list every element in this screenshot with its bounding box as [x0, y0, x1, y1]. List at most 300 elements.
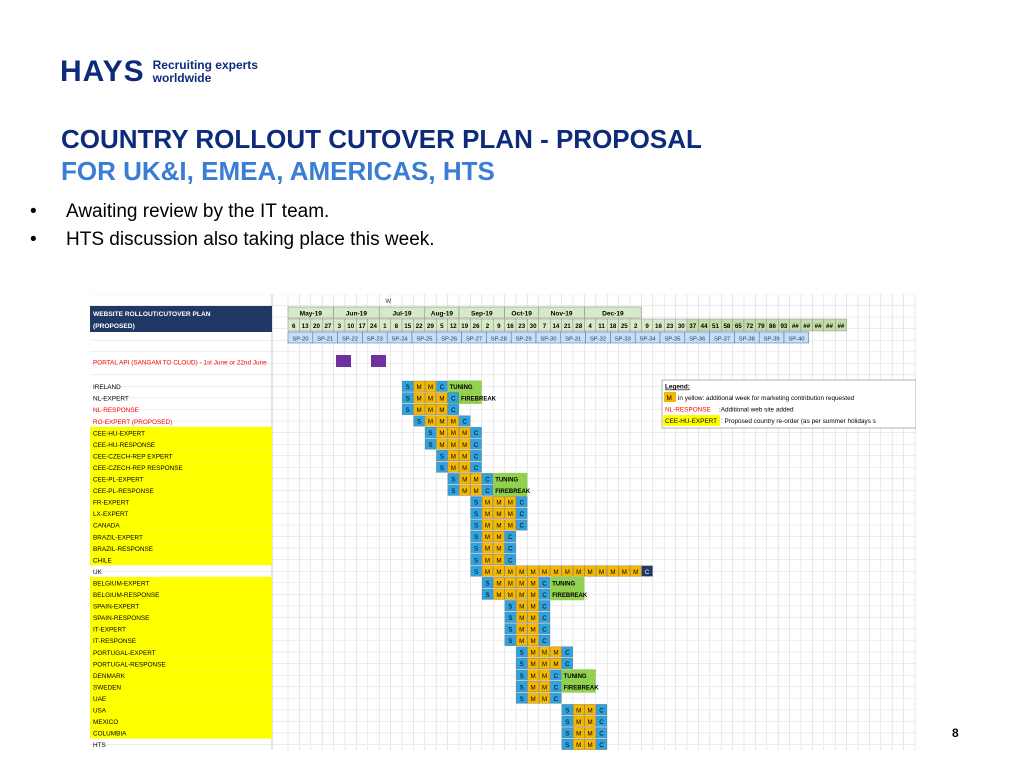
hays-logo — [60, 57, 258, 87]
plan-cell-label: M — [530, 626, 536, 634]
row-label-highlight — [90, 692, 272, 704]
plan-cell-label: M — [587, 742, 593, 750]
plan-cell-label: M — [450, 430, 456, 438]
plan-cell-label: C — [473, 464, 479, 472]
day-label: 18 — [609, 323, 617, 330]
plan-cell-label: C — [565, 649, 570, 657]
bullet-item — [30, 198, 435, 226]
logo-tagline — [153, 59, 258, 85]
sprint-label: SP-38 — [738, 336, 755, 343]
day-label: 93 — [780, 323, 788, 330]
day-label: 15 — [404, 323, 412, 330]
plan-cell-label: C — [508, 545, 513, 553]
plan-cell-label: S — [508, 626, 513, 634]
plan-cell-label: M — [462, 464, 468, 472]
plan-cell-label: S — [439, 464, 444, 472]
day-label: ## — [837, 323, 845, 330]
plan-cell-label: C — [599, 707, 604, 715]
plan-cell-label: M — [484, 511, 491, 519]
day-label: 23 — [666, 323, 674, 330]
plan-cell-label: S — [485, 580, 490, 588]
plan-cell-label: C — [542, 638, 547, 646]
plan-cell-label: S — [405, 384, 410, 391]
sprint-label: SP-33 — [614, 336, 631, 343]
rollout-plan-spreadsheet — [90, 294, 916, 750]
plan-cell-label: M — [587, 568, 593, 576]
sprint-label: SP-31 — [565, 336, 582, 343]
plan-cell-label: M — [541, 661, 548, 669]
row-label: CHILE — [93, 557, 112, 565]
plan-cell-label: M — [427, 395, 434, 403]
row-note: FIREBREAK — [552, 592, 588, 599]
plan-cell-label: M — [519, 580, 525, 588]
plan-cell-label: M — [530, 591, 536, 599]
day-label: 12 — [449, 323, 457, 330]
plan-cell-label: M — [439, 418, 445, 426]
sprint-label: SP-25 — [416, 336, 433, 343]
row-label: BELGIUM-RESPONSE — [93, 592, 160, 599]
row-note: FIREBREAK — [461, 396, 497, 403]
day-label: 2 — [485, 323, 490, 330]
row-label: COLUMBIA — [93, 730, 127, 738]
day-label: 65 — [734, 323, 742, 330]
row-label: PORTUGAL-RESPONSE — [93, 661, 166, 669]
plan-cell-label: M — [496, 545, 502, 553]
plan-cell-label: S — [508, 615, 513, 622]
legend-cee-text: : Proposed country re-order (as per summer holidays s — [721, 418, 876, 425]
plan-cell-label: M — [553, 568, 559, 576]
plan-cell-label: S — [474, 511, 479, 519]
plan-cell-label: M — [439, 430, 445, 438]
row-label: HTS — [93, 742, 106, 750]
day-label: 51 — [712, 323, 719, 330]
plan-cell-label: M — [416, 384, 422, 391]
plan-cell-label: C — [519, 499, 524, 507]
plan-cell-label: M — [416, 407, 422, 415]
day-label: 21 — [563, 323, 571, 330]
day-label: 79 — [757, 323, 765, 330]
plan-cell-label: C — [599, 730, 604, 738]
day-label: 9 — [497, 323, 501, 330]
plan-cell-label: C — [542, 615, 547, 622]
plan-cell-label: M — [496, 511, 502, 519]
plan-cell-label: M — [439, 407, 445, 415]
plan-cell-label: M — [427, 407, 434, 415]
legend-nl-text: :Additional web site added — [719, 406, 794, 414]
row-label: NL-EXPERT — [93, 395, 129, 403]
day-label: ## — [791, 323, 799, 330]
day-label: 11 — [598, 323, 605, 330]
row-label: BRAZIL-EXPERT — [93, 534, 143, 542]
day-label: 58 — [723, 323, 731, 330]
plan-cell-label: S — [474, 499, 479, 507]
day-label: 22 — [415, 323, 423, 330]
plan-cell-label: S — [519, 661, 524, 669]
day-label: 28 — [575, 323, 583, 330]
plan-cell-label: M — [484, 522, 491, 530]
bullet-text: HTS discussion also taking place this week. — [66, 229, 435, 250]
row-note: TUNING — [563, 673, 587, 680]
row-label-highlight — [90, 704, 272, 716]
plan-cell-label: M — [484, 534, 491, 542]
portal-api-note: PORTAL API (SANGAM TO CLOUD) - 1st June or 22nd June — [93, 359, 267, 367]
plan-cell-label: M — [462, 430, 468, 438]
plan-cell-label: M — [439, 441, 445, 449]
plan-cell-label: M — [496, 591, 502, 599]
sprint-label: SP-39 — [763, 336, 780, 343]
plan-cell-label: M — [427, 384, 434, 391]
row-label: IT-RESPONSE — [93, 638, 136, 646]
plan-cell-label: M — [576, 707, 582, 715]
plan-cell-label: M — [541, 684, 548, 692]
plan-cell-label: M — [530, 649, 536, 657]
plan-cell-label: M — [496, 568, 502, 576]
month-label: Sep-19 — [470, 310, 493, 318]
sprint-label: SP-34 — [639, 336, 656, 343]
day-label: 2 — [633, 323, 638, 330]
plan-cell-label: S — [451, 487, 456, 495]
slide-subtitle: FOR UK&I, EMEA, AMERICAS, HTS — [61, 156, 495, 186]
plan-cell-label: M — [462, 453, 468, 461]
plan-cell-label: M — [507, 591, 513, 599]
day-label: 10 — [347, 323, 355, 330]
month-label: Aug-19 — [430, 310, 454, 318]
plan-cell-label: C — [542, 626, 547, 634]
bullet-text: Awaiting review by the IT team. — [66, 201, 330, 222]
plan-cell-label: C — [553, 672, 559, 680]
plan-cell-label: C — [485, 476, 490, 484]
column-marker: W — [385, 299, 392, 305]
plan-cell-label: M — [576, 718, 582, 726]
row-note: FIREBREAK — [563, 685, 599, 692]
plan-cell-label: C — [599, 742, 604, 750]
legend-title: Legend: — [665, 383, 690, 391]
plan-cell-label: M — [496, 580, 502, 588]
plan-cell-label: M — [496, 522, 502, 530]
row-note: TUNING — [449, 385, 473, 391]
plan-cell-label: M — [507, 499, 513, 507]
plan-cell-label: M — [519, 591, 525, 599]
plan-cell-label: S — [485, 591, 490, 599]
plan-cell-label: M — [416, 395, 422, 403]
portal-marker — [336, 355, 351, 367]
plan-cell-label: M — [530, 615, 536, 622]
plan-cell-label: M — [462, 441, 468, 449]
day-label: 44 — [700, 323, 708, 330]
day-label: 3 — [337, 323, 342, 330]
plan-cell-label: C — [473, 453, 479, 461]
plan-cell-label: M — [564, 568, 570, 576]
plan-cell-label: M — [587, 718, 593, 726]
day-label: 1 — [383, 323, 387, 330]
plan-cell-label: M — [633, 568, 639, 576]
day-label: 27 — [324, 323, 332, 330]
plan-cell-label: M — [496, 534, 502, 542]
bullet-symbol: • — [30, 229, 37, 250]
plan-cell-label: M — [598, 568, 605, 576]
bullet-item — [30, 226, 435, 254]
plan-cell-label: S — [474, 534, 479, 542]
plan-cell-label: C — [439, 384, 445, 391]
plan-cell-label: S — [519, 695, 524, 703]
plan-cell-label: C — [565, 661, 570, 669]
plan-cell-label: S — [565, 742, 570, 750]
row-label: IT-EXPERT — [93, 626, 126, 634]
plan-cell-label: M — [541, 649, 548, 657]
plan-cell-label: M — [484, 545, 491, 553]
legend-nl-label: NL-RESPONSE — [665, 406, 711, 414]
row-label: BRAZIL-RESPONSE — [93, 545, 154, 553]
plan-cell-label: M — [519, 615, 525, 622]
plan-cell-label: M — [530, 661, 536, 669]
plan-cell-label: S — [428, 430, 433, 438]
sprint-label: SP-30 — [540, 336, 557, 343]
month-label: Dec-19 — [602, 310, 624, 318]
plan-cell-label: M — [484, 568, 491, 576]
header-title: WEBSITE ROLLOUT/CUTOVER PLAN — [93, 311, 211, 318]
day-label: 5 — [440, 323, 444, 330]
sprint-label: SP-23 — [366, 336, 383, 343]
day-label: 14 — [552, 323, 560, 330]
row-label: FR-EXPERT — [93, 499, 130, 507]
plan-cell-label: M — [530, 568, 536, 576]
plan-cell-label: C — [542, 580, 547, 588]
plan-cell-label: M — [473, 476, 479, 484]
plan-cell-label: M — [553, 661, 559, 669]
plan-cell-label: S — [474, 557, 479, 565]
plan-cell-label: M — [450, 464, 456, 472]
plan-cell-label: S — [565, 730, 570, 738]
day-label: 9 — [645, 323, 649, 330]
plan-cell-label: C — [462, 418, 467, 426]
row-note: FIREBREAK — [495, 488, 531, 495]
day-label: 25 — [620, 323, 628, 330]
day-label: 16 — [655, 323, 662, 330]
row-label: PORTUGAL-EXPERT — [93, 649, 156, 657]
plan-cell-label: M — [541, 672, 548, 680]
plan-cell-label: M — [519, 638, 525, 646]
plan-cell-label: C — [553, 695, 559, 703]
plan-cell-label: S — [508, 638, 513, 646]
row-label: RO-EXPERT (PROPOSED) — [93, 418, 173, 426]
plan-cell-label: S — [474, 545, 479, 553]
month-label: Jul-19 — [392, 310, 412, 318]
logo-wordmark: HAYS — [60, 55, 145, 88]
legend-m-label: M — [666, 395, 672, 402]
logo-tagline-line-1: Recruiting experts — [152, 58, 258, 72]
plan-cell-label: C — [542, 591, 547, 599]
plan-cell-label: C — [473, 430, 479, 438]
month-label: Oct-19 — [511, 310, 532, 318]
plan-cell-label: M — [450, 453, 456, 461]
plan-cell-label: S — [439, 453, 444, 461]
row-note: TUNING — [495, 477, 519, 484]
day-label: 16 — [506, 323, 514, 330]
row-label-highlight — [90, 554, 272, 566]
plan-cell-label: M — [576, 730, 582, 738]
plan-cell-label: M — [484, 557, 491, 565]
sprint-label: SP-32 — [589, 336, 607, 343]
row-label: UAE — [93, 695, 107, 703]
month-label: May-19 — [299, 310, 322, 318]
plan-cell-label: M — [587, 707, 593, 715]
plan-cell-label: C — [644, 568, 650, 576]
plan-cell-label: C — [519, 511, 524, 519]
plan-cell-label: C — [599, 718, 604, 726]
row-label: SWEDEN — [93, 684, 122, 692]
plan-cell-label: M — [530, 684, 536, 692]
row-label: CEE-HU-EXPERT — [93, 430, 146, 438]
day-label: 17 — [358, 323, 366, 330]
row-label: SPAIN-EXPERT — [93, 603, 140, 611]
day-label: 72 — [746, 323, 754, 330]
plan-cell-label: M — [507, 511, 513, 519]
row-label: CEE-PL-RESPONSE — [93, 488, 154, 496]
plan-cell-label: M — [496, 557, 502, 565]
row-label: CEE-CZECH-REP EXPERT — [93, 453, 173, 461]
plan-cell-label: S — [405, 407, 410, 415]
plan-cell-label: M — [450, 441, 456, 449]
plan-cell-label: M — [530, 603, 536, 611]
row-label: UK — [93, 568, 102, 576]
sprint-label: SP-36 — [689, 336, 706, 343]
day-label: 13 — [301, 323, 309, 330]
plan-cell-label: M — [496, 499, 502, 507]
plan-cell-label: M — [541, 695, 548, 703]
row-label: CEE-CZECH-REP RESPONSE — [93, 464, 183, 472]
day-label: ## — [803, 323, 811, 330]
plan-cell-label: M — [621, 568, 627, 576]
row-label: MEXICO — [93, 719, 119, 727]
plan-cell-label: M — [427, 418, 434, 426]
day-label: 26 — [472, 323, 480, 330]
row-label: CEE-HU-RESPONSE — [93, 441, 156, 449]
plan-cell-label: M — [519, 626, 525, 634]
row-label: USA — [93, 707, 107, 715]
sprint-label: SP-35 — [664, 336, 681, 343]
sprint-label: SP-20 — [292, 336, 309, 343]
plan-cell-label: S — [428, 441, 433, 449]
bullet-symbol: • — [30, 201, 37, 222]
plan-cell-label: S — [565, 718, 570, 726]
sprint-label: SP-24 — [391, 336, 408, 343]
row-label: CANADA — [93, 522, 120, 530]
row-label: DENMARK — [93, 672, 125, 680]
row-label: SPAIN-RESPONSE — [93, 615, 150, 623]
day-label: 24 — [370, 323, 377, 330]
row-label: LX-EXPERT — [93, 511, 129, 519]
day-label: 4 — [588, 323, 592, 330]
sprint-label: SP-28 — [490, 336, 507, 343]
sprint-label: SP-26 — [441, 336, 458, 343]
day-label: ## — [814, 323, 822, 330]
slide-title: COUNTRY ROLLOUT CUTOVER PLAN - PROPOSAL — [61, 124, 702, 154]
day-label: 6 — [291, 323, 296, 330]
plan-cell-label: M — [462, 476, 468, 484]
header-subtitle: (PROPOSED) — [93, 323, 135, 330]
plan-cell-label: C — [542, 603, 547, 611]
plan-cell-label: C — [451, 395, 456, 403]
legend-cee-label: CEE-HU-EXPERT — [665, 418, 718, 425]
sprint-label: SP-37 — [713, 336, 731, 343]
page-number: 8 — [952, 726, 959, 740]
plan-cell-label: M — [576, 568, 582, 576]
legend-m-text: in yellow: additional week for marketing contribution requested — [678, 395, 855, 402]
plan-cell-label: C — [485, 487, 490, 495]
plan-cell-label: C — [508, 557, 513, 565]
plan-cell-label: S — [508, 603, 513, 611]
plan-cell-label: S — [519, 649, 524, 657]
plan-cell-label: S — [519, 672, 524, 680]
plan-cell-label: M — [507, 568, 513, 576]
plan-cell-label: M — [610, 568, 616, 576]
plan-cell-label: M — [519, 603, 525, 611]
sprint-label: SP-27 — [465, 336, 483, 343]
row-label: NL-RESPONSE — [93, 407, 139, 415]
day-label: 8 — [394, 323, 399, 330]
plan-cell-label: S — [474, 568, 479, 576]
plan-cell-label: M — [507, 522, 513, 530]
plan-cell-label: M — [576, 742, 582, 750]
plan-cell-label: M — [530, 638, 536, 646]
day-label: 86 — [769, 323, 776, 330]
plan-cell-label: S — [451, 476, 456, 484]
plan-cell-label: S — [565, 707, 570, 715]
day-label: 20 — [313, 323, 320, 330]
day-label: 7 — [542, 323, 547, 330]
sprint-label: SP-40 — [788, 336, 805, 343]
month-label: Jun-19 — [345, 310, 368, 318]
plan-cell-label: M — [484, 499, 491, 507]
plan-cell-label: C — [451, 407, 456, 415]
plan-cell-label: M — [541, 568, 548, 576]
plan-cell-label: C — [508, 534, 513, 542]
plan-cell-label: M — [530, 672, 536, 680]
portal-marker — [371, 355, 386, 367]
month-label: Nov-19 — [550, 310, 573, 318]
plan-cell-label: M — [587, 730, 593, 738]
row-label: IRELAND — [93, 384, 121, 392]
plan-cell-label: M — [530, 580, 536, 588]
plan-cell-label: C — [473, 441, 479, 449]
plan-cell-label: S — [405, 395, 410, 403]
day-label: 30 — [677, 323, 685, 330]
plan-cell-label: M — [519, 568, 525, 576]
day-label: 37 — [689, 323, 697, 330]
sprint-label: SP-29 — [515, 336, 532, 343]
plan-cell-label: S — [417, 418, 422, 426]
day-label: 23 — [518, 323, 526, 330]
row-note: TUNING — [552, 581, 576, 588]
plan-cell-label: C — [519, 522, 524, 530]
sprint-label: SP-22 — [341, 336, 359, 343]
plan-cell-label: M — [473, 487, 479, 495]
day-label: ## — [826, 323, 833, 330]
plan-cell-label: M — [530, 695, 536, 703]
plan-cell-label: M — [462, 487, 468, 495]
plan-cell-label: M — [450, 418, 456, 426]
spreadsheet-grid — [90, 294, 916, 750]
bullet-list — [30, 198, 435, 254]
day-label: 19 — [461, 323, 469, 330]
plan-cell-label: M — [507, 580, 513, 588]
plan-cell-label: S — [519, 684, 524, 692]
logo-tagline-line-2: worldwide — [152, 71, 212, 85]
plan-cell-label: M — [439, 395, 445, 403]
row-label: BELGIUM-EXPERT — [93, 580, 150, 588]
day-label: 29 — [427, 323, 434, 330]
row-label: CEE-PL-EXPERT — [93, 476, 144, 484]
